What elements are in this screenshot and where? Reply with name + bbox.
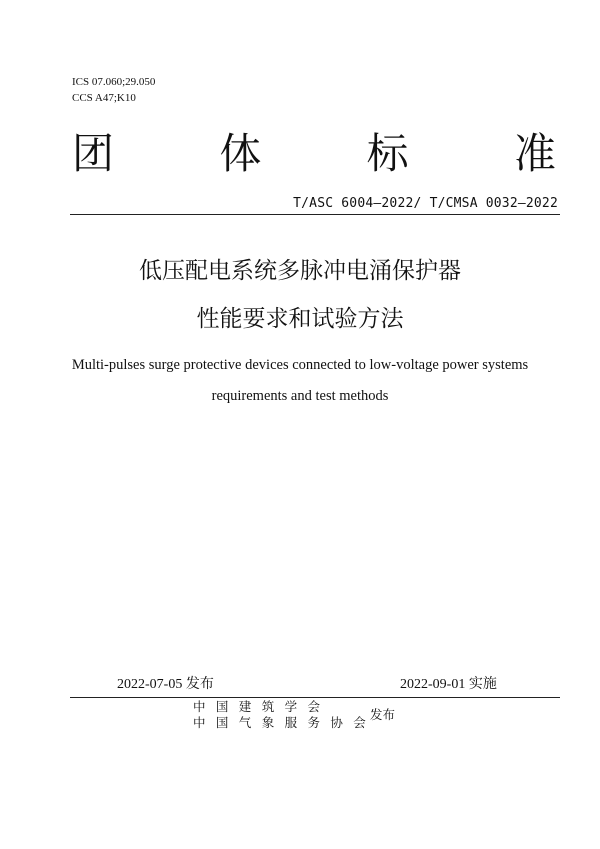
issue-date: 2022-07-05 发布	[117, 677, 214, 692]
ics-code: ICS 07.060;29.050	[72, 76, 156, 88]
standard-type-char: 团	[72, 129, 115, 178]
title-english-line-1: Multi-pulses surge protective devices connected to low-voltage power systems	[71, 357, 529, 373]
standard-type-char: 体	[219, 129, 262, 178]
issuer-organization-1: 中国建筑学会	[193, 699, 331, 714]
standard-type-char: 准	[513, 129, 556, 178]
standard-number: T/ASC 6004—2022/ T/CMSA 0032—2022	[293, 196, 558, 211]
footer-divider	[70, 697, 560, 698]
title-english-line-2: requirements and test methods	[211, 388, 389, 404]
title-chinese-line-2: 性能要求和试验方法	[196, 306, 404, 332]
ccs-code: CCS A47;K10	[72, 92, 136, 104]
title-chinese-line-1: 低压配电系统多脉冲电涌保护器	[139, 258, 461, 284]
standard-type-char: 标	[366, 129, 409, 178]
issuer-organization-2: 中国气象服务协会	[193, 715, 377, 730]
implementation-date: 2022-09-01 实施	[400, 677, 497, 692]
standard-type-heading	[72, 128, 556, 180]
issued-label: 发布	[370, 707, 396, 722]
header-divider	[70, 214, 560, 215]
